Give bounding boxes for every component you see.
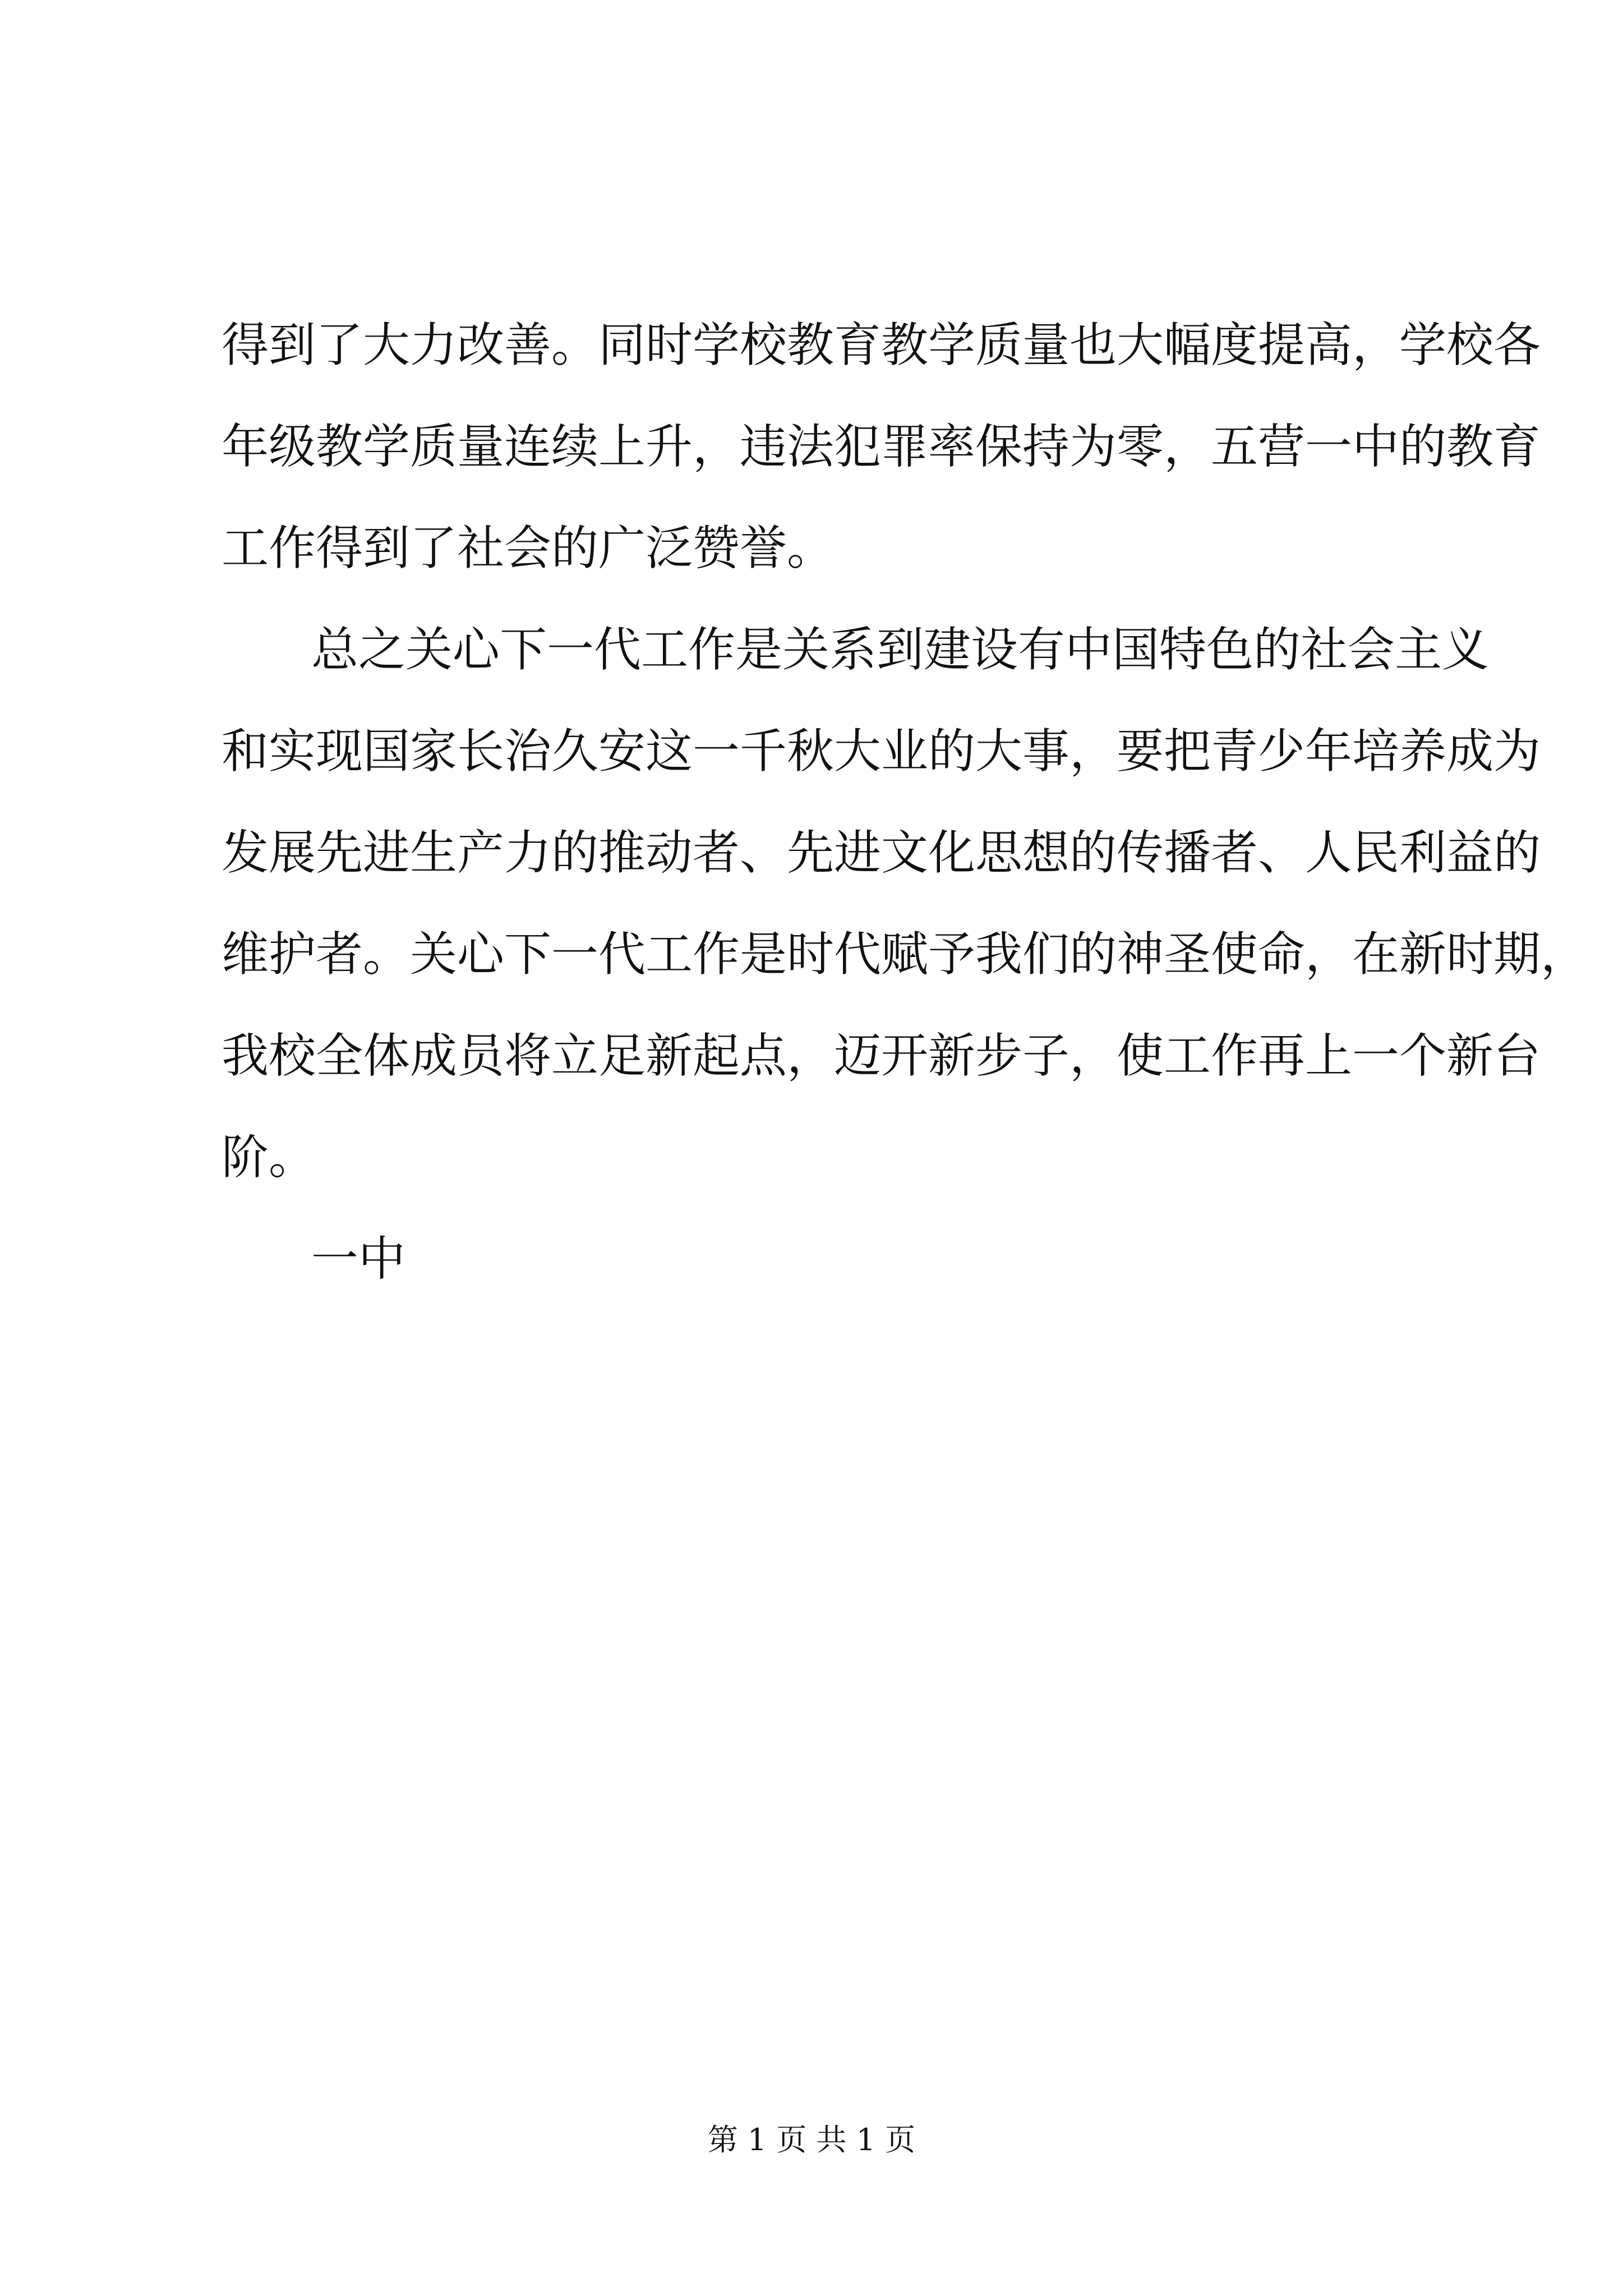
paragraph-1 (222, 295, 1541, 599)
text-line: 年级教学质量连续上升，违法犯罪率保持为零，五营一中的教育 (222, 419, 1541, 474)
text-line: 维护者。关心下一代工作是时代赋予我们的神圣使命，在新时期， (222, 927, 1588, 982)
paragraph-3-signature (222, 1208, 1413, 1310)
text-line: 工作得到了社会的广泛赞誉。 (222, 521, 834, 576)
paragraph-2 (222, 599, 1588, 1208)
text-line: 总之关心下一代工作是关系到建设有中国特色的社会主义 (311, 622, 1490, 677)
text-line: 得到了大力改善。同时学校教育教学质量也大幅度提高，学校各 (222, 318, 1541, 372)
text-line: 和实现国家长治久安这一千秋大业的大事，要把青少年培养成为 (222, 724, 1541, 779)
signature-line: 一中 (311, 1231, 406, 1286)
document-body (222, 295, 1588, 1310)
text-line: 阶。 (222, 1130, 316, 1185)
text-line: 发展先进生产力的推动者、先进文化思想的传播者、人民利益的 (222, 825, 1541, 880)
text-line: 我校全体成员将立足新起点，迈开新步子，使工作再上一个新台 (222, 1028, 1541, 1083)
page-footer: 第 1 页 共 1 页 (707, 2122, 916, 2157)
